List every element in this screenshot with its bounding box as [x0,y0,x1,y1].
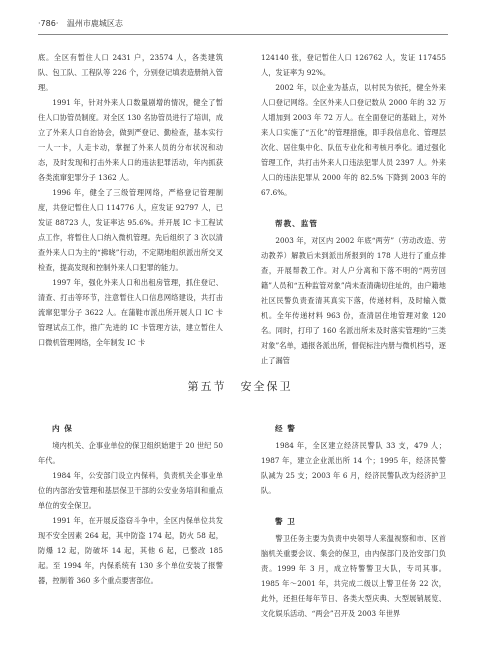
bottom-right-column [261,418,446,621]
top-left-column [38,50,223,350]
section-name: 安全保卫 [240,380,293,393]
page-number: ·786· [38,19,59,28]
header-divider [38,34,448,35]
subheading-jingwei: 警 卫 [275,517,296,526]
paragraph: 1991 年，针对外来人口数量剧增的情况，健全了暂住人口协管员制度。对全区 130 名协管员进行了培训，成立了外来人口自治协会，做到严登记、勤检查，基本实行一人一卡，人走卡动，掌握了外来人员的分布状况和动态，及时发现和打击外来人口的违法犯罪活动，年内抓获各类流窜犯罪分子 1362 人。 [38,98,224,182]
paragraph: 1984 年，公安部门设立内保科，负责机关企事业单位的内部治安管理和基层保卫干部的公安业务培训和重点单位的安全保卫。 [38,471,223,510]
paragraph: 底。全区有暂住人口 2431 户，23574 人，各类建筑队、包工队、工程队等 226 个，分别登记填表造册纳入管理。 [38,53,224,92]
paragraph: 境内机关、企事业单位的保卫组织始建于 20 世纪 50 年代。 [38,441,223,465]
page-header [38,16,448,32]
subheading-neibao: 内 保 [52,424,73,433]
paragraph: 1996 年，健全了三级管理网络，严格登记管理制度，共登记暂住人口 114776 人，应发证 92797 人，已发证 88723 人，发证率达 95.6%。并开展 IC 卡工程试点工作，将暂住人口纳入微机管理。先后组织了 3 次以清查外来人口为主的“拂晓”行动，不定期地组织派出所交叉检查，提高发现和控制外来人口犯罪的能力。 [38,188,223,272]
subheading-bangjiao: 帮教、监管 [275,219,318,228]
paragraph: 1991 年，在开展反盗窃斗争中，全区内保单位共发现不安全因素 264 起，其中防盗 174 起，防火 58 起，防爆 12 起，防破坏 14 起，其他 6 起，已整改 185 起。至 1994 年，内保系统有 130 多个单位安装了报警器，控制着 360 多个重点要害部位。 [38,516,223,585]
paragraph: 124140 张，登记暂住人口 126762 人，发证 117455 人，发证率为 92%。 [261,53,446,77]
paragraph: 2003 年，对区内 2002 年底“两劳”（劳动改造、劳动教养）解教后未到派出所报到的 178 人进行了重点排查，开展帮教工作。对人户分离和下落不明的“两劳回籍”人员和“五种监管对象”尚未查清确切住址的，由户籍地社区民警负责查清其真实下落，传递材料，及时输入微机。全年传递材料 963 份，查清居住地管理对象 120 名。同时，打印了 160 名派出所未及时落实管理的“三类对象”名单，通报各派出所，督促标注内册与微机档号，逐止了漏管 [261,236,446,365]
paragraph: 2002 年，以企业为基点，以村民为依托，健全外来人口登记网络。全区外来人口登记数从 2000 年的 32 万人增加到 2003 年 72 万人。在全面登记的基础上，对外来人口实施了“五化”的管理措施，即手段信息化、管理层次化、居住集中化、队伍专业化和考核月季化。通过强化管理工作，共打击外来人口违法犯罪人员 2397 人。外来人口的违法犯罪从 2000 年的 82.5% 下降到 2003 年的 67.6%。 [261,83,446,197]
spacer [261,498,446,511]
bottom-left-column [38,418,223,588]
section-title [0,378,480,394]
spacer [261,200,446,213]
section-number: 第五节 [187,380,227,393]
paragraph: 警卫任务主要为负责中央领导人来温视察和市、区首脑机关重要会议、集会的保卫，由内保部门及治安部门负责。1999 年 3 月，成立特警警卫大队，专司其事。1985 年～2001 年，共完成二级以上警卫任务 22 次，此外，还担任每年节日、各类大型庆典、大型展销展览、文化娱乐活动、“两会”召开及 2003 年世界 [261,534,446,618]
top-right-column [261,50,446,368]
subheading-jingjing: 经 警 [275,424,296,433]
paragraph: 1997 年，强化外来人口和出租房管理，抓住登记、清查、打击等环节，注意暂住人口信息网络建设，共打击流窜犯罪分子 3622 人。在蒲鞋市派出所开展人口 IC 卡管理试点工作，推广先进的 IC 卡管理方法，建立暂住人口微机管理网络，全年制发 IC 卡 [38,278,223,347]
book-title: 温州市鹿城区志 [66,19,123,28]
paragraph: 1984 年，全区建立经济民警队 33 支，479 人；1987 年，建立企业派出所 14 个；1995 年，经济民警队减为 25 支；2003 年 6 月，经济民警队改为经济护卫队。 [261,441,446,495]
